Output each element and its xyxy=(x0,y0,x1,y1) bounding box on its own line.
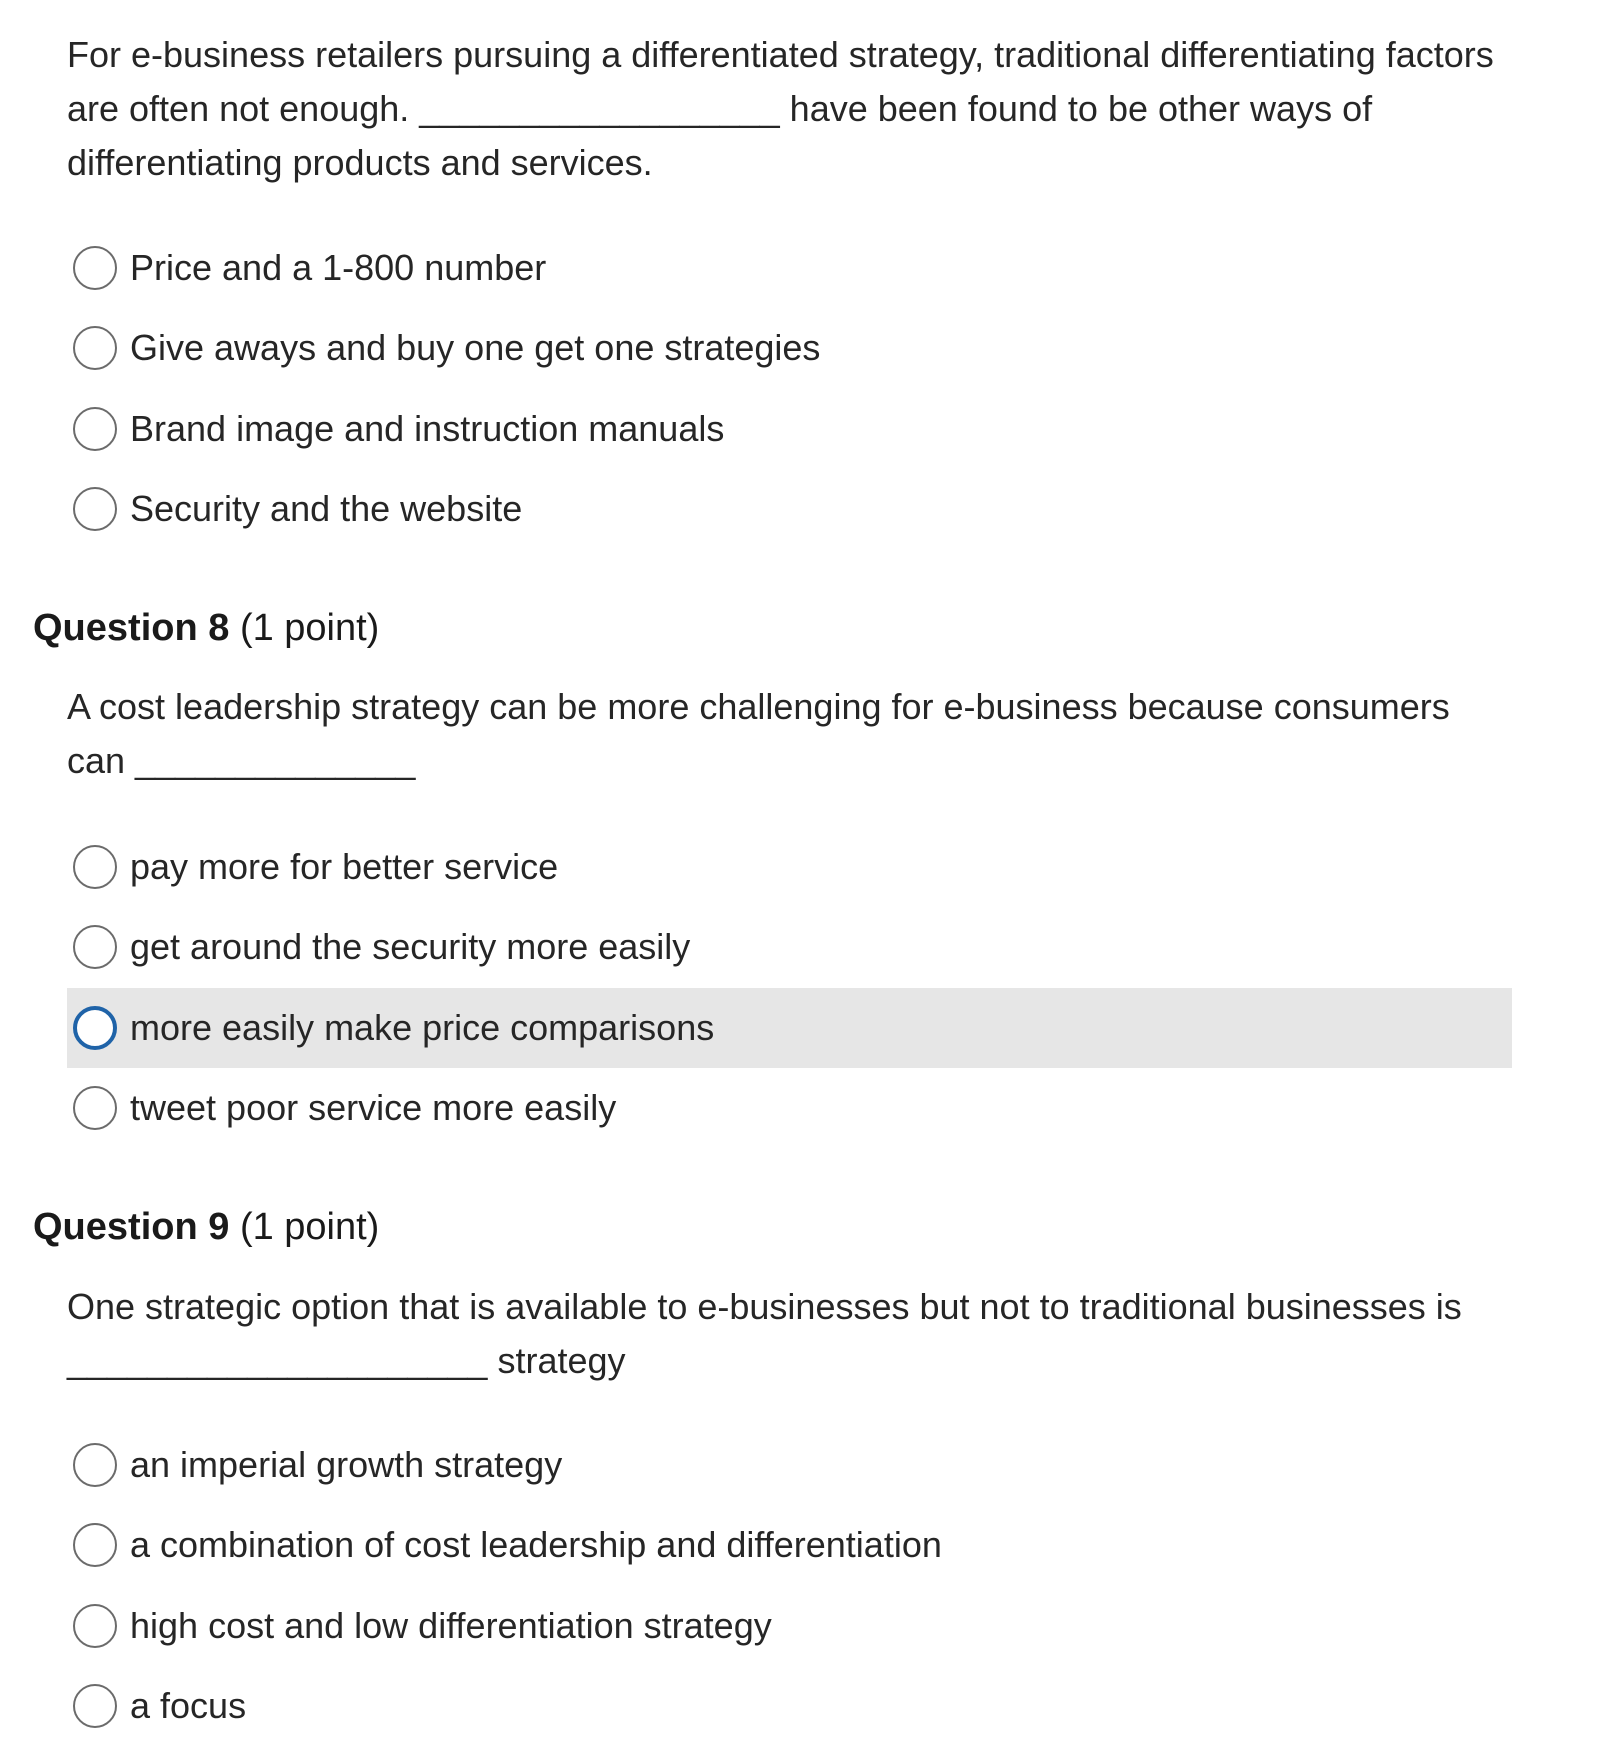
question-9-prompt: One strategic option that is available to e-businesses but not to traditional businesses is _____________________ strategy xyxy=(67,1286,1462,1381)
option-label: an imperial growth strategy xyxy=(130,1444,563,1485)
q9-option-1[interactable] xyxy=(67,1425,1512,1505)
question-8-heading xyxy=(33,603,379,653)
radio-button[interactable] xyxy=(73,1086,117,1130)
radio-button[interactable] xyxy=(73,1604,117,1648)
radio-button[interactable] xyxy=(73,326,117,370)
option-label: Brand image and instruction manuals xyxy=(130,408,725,449)
q8-option-3[interactable] xyxy=(67,988,1512,1068)
option-label: Give aways and buy one get one strategies xyxy=(130,327,821,368)
question-7-prompt: For e-business retailers pursuing a differentiated strategy, traditional differentiating factors are often not enough. __________________ have been found to be other ways of differentiating products and services. xyxy=(67,34,1494,183)
radio-button[interactable] xyxy=(73,925,117,969)
question-8-prompt: A cost leadership strategy can be more challenging for e-business because consumers can ______________ xyxy=(67,686,1450,781)
radio-button[interactable] xyxy=(73,845,117,889)
question-9-heading xyxy=(33,1202,379,1252)
question-number: Question 8 xyxy=(33,607,230,649)
q9-option-4[interactable] xyxy=(67,1666,1512,1746)
question-points: (1 point) xyxy=(239,1206,380,1248)
q7-option-1[interactable] xyxy=(67,228,1512,308)
radio-button[interactable] xyxy=(73,407,117,451)
option-label: a focus xyxy=(130,1685,247,1726)
radio-button[interactable] xyxy=(73,1006,117,1050)
option-label: a combination of cost leadership and differentiation xyxy=(130,1524,942,1565)
question-number: Question 9 xyxy=(33,1206,230,1248)
radio-button[interactable] xyxy=(73,487,117,531)
question-points: (1 point) xyxy=(239,607,380,649)
q7-option-3[interactable] xyxy=(67,389,1512,469)
option-label: get around the security more easily xyxy=(130,926,691,967)
q8-option-1[interactable] xyxy=(67,827,1512,907)
q8-option-4[interactable] xyxy=(67,1068,1512,1148)
radio-button[interactable] xyxy=(73,1523,117,1567)
option-label: more easily make price comparisons xyxy=(130,1007,715,1048)
q8-option-2[interactable] xyxy=(67,907,1512,987)
q7-option-4[interactable] xyxy=(67,469,1512,549)
radio-button[interactable] xyxy=(73,1684,117,1728)
q7-option-2[interactable] xyxy=(67,308,1512,388)
radio-button[interactable] xyxy=(73,246,117,290)
option-label: Security and the website xyxy=(130,488,523,529)
q9-option-2[interactable] xyxy=(67,1505,1512,1585)
option-label: tweet poor service more easily xyxy=(130,1087,617,1128)
radio-button[interactable] xyxy=(73,1443,117,1487)
option-label: pay more for better service xyxy=(130,846,559,887)
q9-option-3[interactable] xyxy=(67,1586,1512,1666)
option-label: high cost and low differentiation strategy xyxy=(130,1605,772,1646)
option-label: Price and a 1-800 number xyxy=(130,247,547,288)
